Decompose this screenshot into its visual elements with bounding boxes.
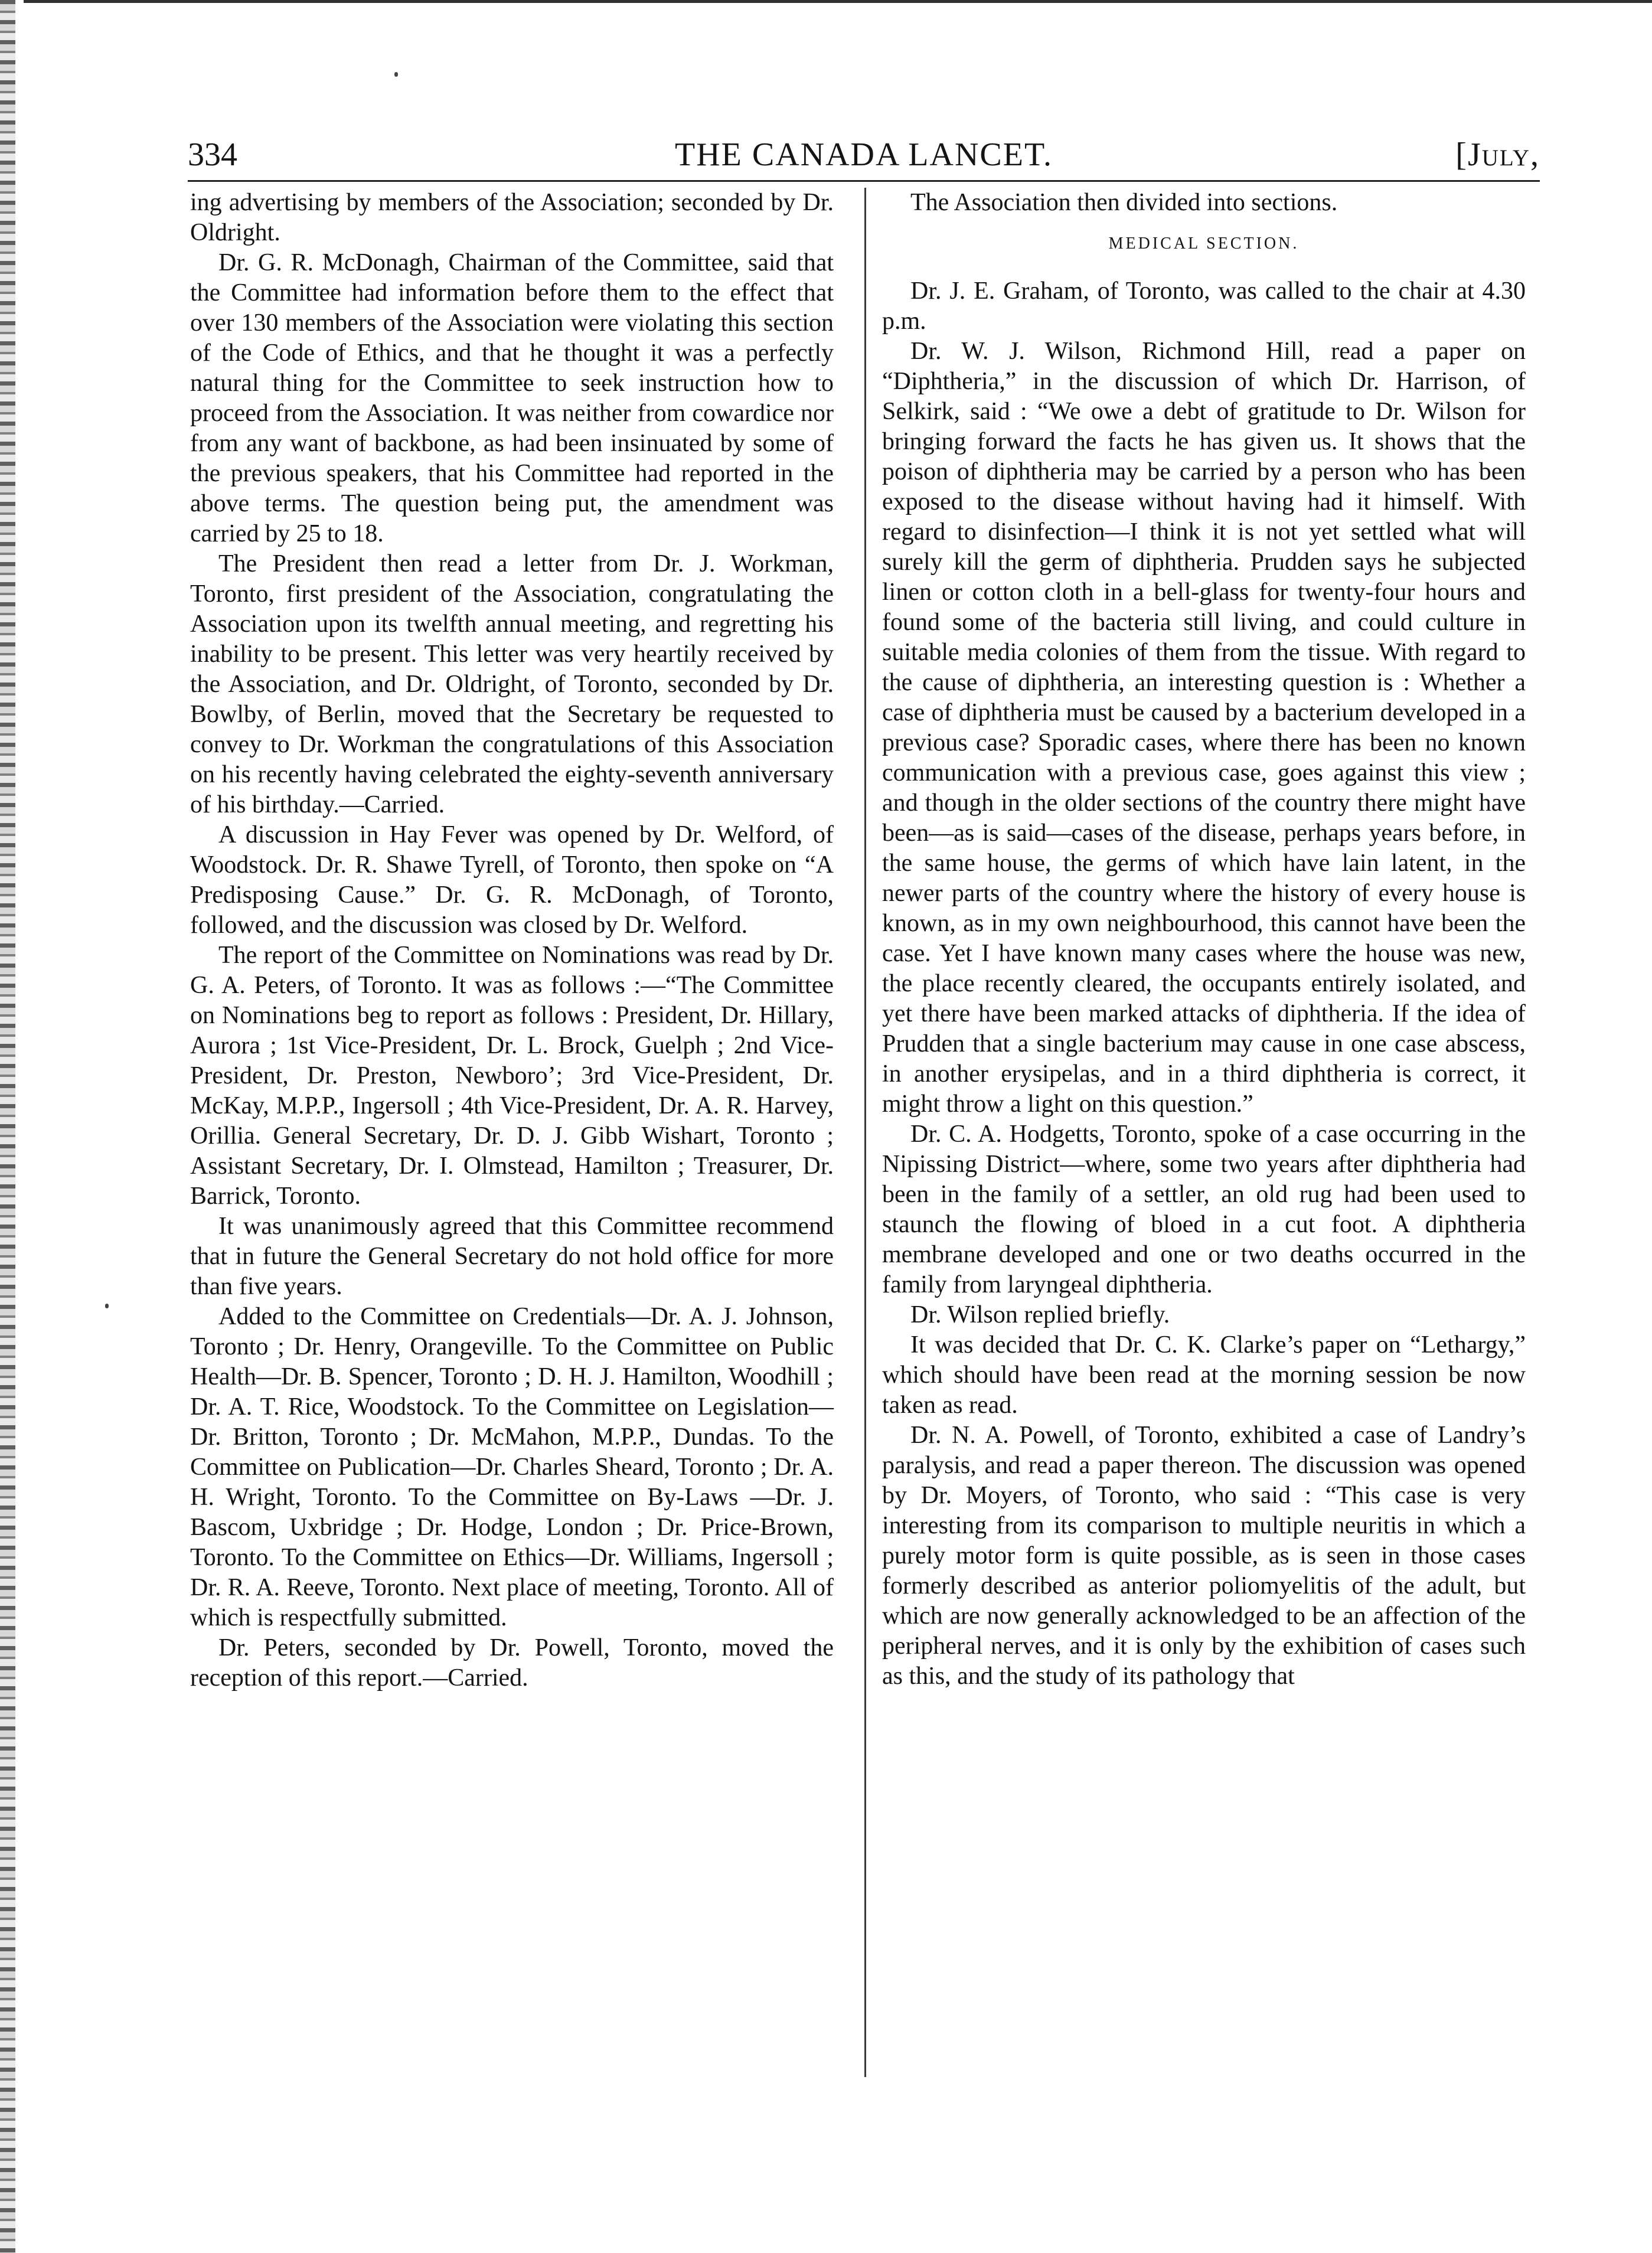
paragraph: Dr. N. A. Powell, of Toronto, exhibited a case of Landry’s paralysis, and read a paper thereon. The discussion was opened by Dr. Moyers, of Toronto, who said : “This case is very interesting from its comparison to multiple neuritis in which a purely motor form is quite possible, as is seen in those cases formerly described as anterior poliomyelitis of the adult, but which are now generally acknowledged to be an affection of the peripheral nerves, and it is only by the exhibition of cases such as this, and the study of its pathology that: [882, 1422, 1526, 1690]
header-rule: [188, 180, 1540, 182]
left-column: [190, 188, 834, 1693]
paragraph: A discussion in Hay Fever was opened by Dr. Welford, of Woodstock. Dr. R. Shawe Tyrell, of Toronto, then spoke on “A Predisposing Cause.” Dr. G. R. McDonagh, of Toronto, followed, and the discussion was closed by Dr. Welford.: [190, 821, 834, 939]
paragraph: Dr. C. A. Hodgetts, Toronto, spoke of a case occurring in the Nipissing District—where, some two years after diphtheria had been in the family of a settler, an old rug had been used to staunch the flowing of bloed in a cut foot. A diphtheria membrane developed and one or two deaths occurred in the family from laryngeal diphtheria.: [882, 1121, 1526, 1298]
page-binding-edge: [0, 0, 15, 2253]
paragraph: It was unanimously agreed that this Committee recommend that in future the General Secretary do not hold office for more than five years.: [190, 1213, 834, 1300]
running-header: [188, 130, 1540, 183]
paragraph: ing advertising by members of the Association; seconded by Dr. Oldright.: [190, 189, 834, 246]
paragraph: Dr. J. E. Graham, of Toronto, was called to the chair at 4.30 p.m.: [882, 277, 1526, 335]
header-month: [July,: [1455, 136, 1540, 173]
paragraph: Dr. W. J. Wilson, Richmond Hill, read a paper on “Diphtheria,” in the discussion of which Dr. Harrison, of Selkirk, said : “We owe a debt of gratitude to Dr. Wilson for bringing forward the facts he has given us. It shows that the poison of diphtheria may be carried by a person who has been exposed to the disease without having had it himself. With regard to disinfection—I think it is not yet settled what will surely kill the germ of diphtheria. Prudden says he subjected linen or cotton cloth in a bell-glass for twenty-four hours and found some of the bacteria still living, and could culture in suitable media colonies of them from the tissue. With regard to the cause of diphtheria, an interesting question is : Whether a case of diphtheria must be caused by a bacterium developed in a previous case? Sporadic cases, where there has been no known communication with a previous case, goes against this view ; and though in the older sections of the country there might have been—as is said—cases of the disease, perhaps years before, in the same house, the germs of which have lain latent, in the newer parts of the country where the history of every house is known, as in my own neighbourhood, this cannot have been the case. Yet I have known many cases where the house was new, the place recently cleared, the occupants entirely isolated, and yet there have been marked attacks of diphtheria. If the idea of Prudden that a single bacterium may cause in one case abscess, in another erysipelas, and in a third diphtheria is correct, it might throw a light on this question.”: [882, 338, 1526, 1118]
journal-title: THE CANADA LANCET.: [674, 136, 1053, 173]
section-heading: MEDICAL SECTION.: [1108, 234, 1300, 253]
paragraph: It was decided that Dr. C. K. Clarke’s paper on “Lethargy,” which should have been read at the morning session be now taken as read.: [882, 1331, 1526, 1419]
ink-speck: [105, 1304, 109, 1308]
page-number: 334: [188, 136, 237, 173]
paragraph: Added to the Committee on Credentials—Dr. A. J. Johnson, Toronto ; Dr. Henry, Orangeville. To the Committee on Public Health—Dr. B. Spencer, Toronto ; D. H. J. Hamilton, Woodhill ; Dr. A. T. Rice, Woodstock. To the Committee on Legislation—Dr. Britton, Toronto ; Dr. McMahon, M.P.P., Dundas. To the Committee on Publication—Dr. Charles Sheard, Toronto ; Dr. A. H. Wright, Toronto. To the Committee on By-Laws —Dr. J. Bascom, Uxbridge ; Dr. Hodge, London ; Dr. Price-Brown, Toronto. To the Committee on Ethics—Dr. Williams, Ingersoll ; Dr. R. A. Reeve, Toronto. Next place of meeting, Toronto. All of which is respectfully submitted.: [190, 1303, 834, 1631]
paragraph: The report of the Committee on Nominations was read by Dr. G. A. Peters, of Toronto. It was as follows :—“The Committee on Nominations beg to report as follows : President, Dr. Hillary, Aurora ; 1st Vice-President, Dr. L. Brock, Guelph ; 2nd Vice-President, Dr. Preston, Newboro’; 3rd Vice-President, Dr. McKay, M.P.P., Ingersoll ; 4th Vice-President, Dr. A. R. Harvey, Orillia. General Secretary, Dr. D. J. Gibb Wishart, Toronto ; Assistant Secretary, Dr. I. Olmstead, Hamilton ; Treasurer, Dr. Barrick, Toronto.: [190, 942, 834, 1210]
ink-speck: [394, 72, 398, 77]
column-divider: [864, 188, 866, 2077]
paragraph: Dr. Wilson replied briefly.: [910, 1301, 1170, 1328]
paragraph: The Association then divided into sections.: [910, 189, 1338, 216]
paragraph: The President then read a letter from Dr. J. Workman, Toronto, first president of the Association, congratulating the Association upon its twelfth annual meeting, and regretting his inability to be present. This letter was very heartily received by the Association, and Dr. Oldright, of Toronto, seconded by Dr. Bowlby, of Berlin, moved that the Secretary be requested to convey to Dr. Workman the congratulations of this Association on his recently having celebrated the eighty-seventh anniversary of his birthday.—Carried.: [190, 550, 834, 818]
paragraph: Dr. G. R. McDonagh, Chairman of the Committee, said that the Committee had information before them to the effect that over 130 members of the Association were violating this section of the Code of Ethics, and that he thought it was a perfectly natural thing for the Committee to seek instruction how to proceed from the Association. It was neither from cowardice nor from any want of backbone, as had been insinuated by some of the previous speakers, that his Committee had reported in the above terms. The question being put, the amendment was carried by 25 to 18.: [190, 249, 834, 547]
paragraph: Dr. Peters, seconded by Dr. Powell, Toronto, moved the reception of this report.—Carried.: [190, 1634, 834, 1692]
right-column: [882, 188, 1526, 1692]
top-edge-rule: [24, 0, 1652, 3]
